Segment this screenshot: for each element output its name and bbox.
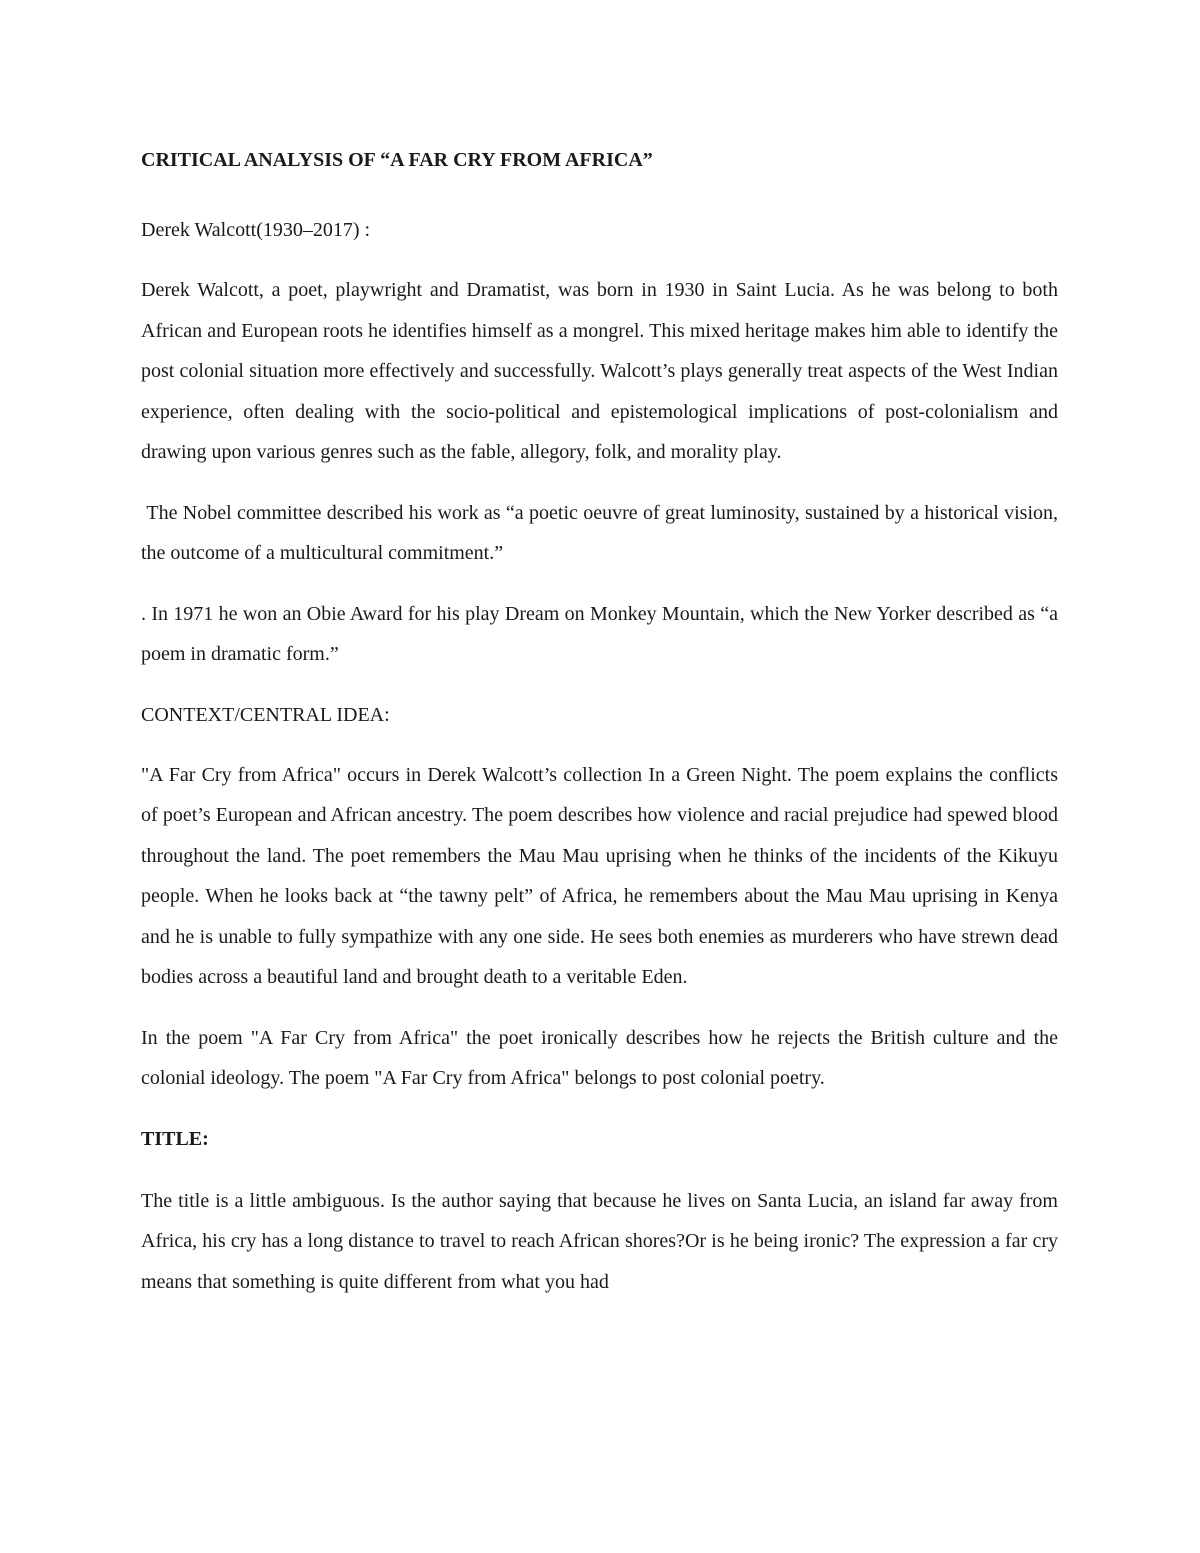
context-heading: CONTEXT/CENTRAL IDEA: <box>141 703 390 726</box>
obie-paragraph: . In 1971 he won an Obie Award for his play Dream on Monkey Mountain, which the New Yorker described as “a poem in dramatic form.” <box>141 602 1058 665</box>
context-paragraph: "A Far Cry from Africa" occurs in Derek Walcott’s collection In a Green Night. The poem explains the conflicts of poet’s European and African ancestry. The poem describes how violence and racial prejudice had spewed blood throughout the land. The poet remembers the Mau Mau uprising when he thinks of the incidents of the Kikuyu people. When he looks back at “the tawny pelt” of Africa, he remembers about the Mau Mau uprising in Kenya and he is unable to fully sympathize with any one side. He sees both enemies as murderers who have strewn dead bodies across a beautiful land and brought death to a veritable Eden. <box>141 763 1058 988</box>
title-paragraph: The title is a little ambiguous. Is the author saying that because he lives on Santa Lucia, an island far away from Africa, his cry has a long distance to travel to reach African shores?Or is he being ironic? The expression a far cry means that something is quite different from what you had <box>141 1189 1058 1293</box>
bio-paragraph: Derek Walcott, a poet, playwright and Dramatist, was born in 1930 in Saint Lucia. As he was belong to both African and European roots he identifies himself as a mongrel. This mixed heritage makes him able to identify the post colonial situation more effectively and successfully. Walcott’s plays generally treat aspects of the West Indian experience, often dealing with the socio-political and epistemological implications of post-colonialism and drawing upon various genres such as the fable, allegory, folk, and morality play. <box>141 279 1058 463</box>
nobel-paragraph: The Nobel committee described his work as “a poetic oeuvre of great luminosity, sustained by a historical vision, the outcome of a multicultural commitment.” <box>141 501 1064 564</box>
title-heading: TITLE: <box>141 1127 209 1150</box>
irony-paragraph: In the poem "A Far Cry from Africa" the poet ironically describes how he rejects the British culture and the colonial ideology. The poem "A Far Cry from Africa" belongs to post colonial poetry. <box>141 1026 1058 1089</box>
document-page <box>141 140 1064 1302</box>
document-title: CRITICAL ANALYSIS OF “A FAR CRY FROM AFRICA” <box>141 149 653 171</box>
author-line: Derek Walcott(1930–2017) : <box>141 219 371 241</box>
